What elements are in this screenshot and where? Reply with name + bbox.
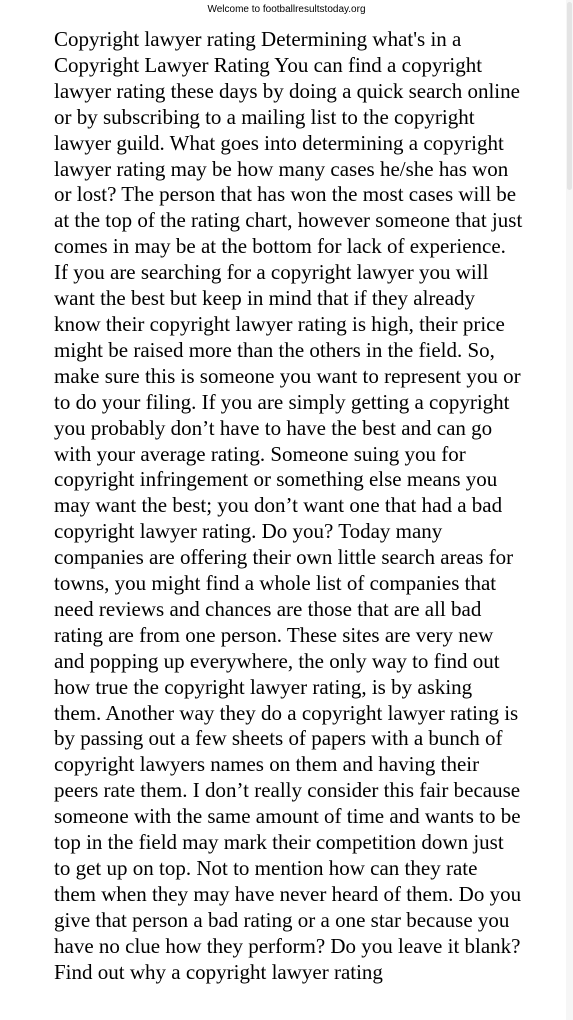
scrollbar-thumb[interactable] bbox=[567, 2, 572, 190]
site-welcome-banner: Welcome to footballresultstoday.org bbox=[207, 4, 366, 15]
article-body: Copyright lawyer rating Determining what's in a Copyright Lawyer Rating You can find a copyright lawyer rating these days by doing a quick search online or by subscribing to a mailing list to the copyright lawyer guild. What goes into determining a copyright lawyer rating may be how many cases he/she has won or lost? The person that has won the most cases will be at the top of the rating chart, however someone that just comes in may be at the bottom for lack of experience. If you are searching for a copyright lawyer you will want the best but keep in mind that if they already know their copyright lawyer rating is high, their price might be raised more than the others in the field. So, make sure this is someone you want to represent you or to do your filing. If you are simply getting a copyright you probably don’t have to have the best and can go with your average rating. Someone suing you for copyright infringement or something else means you may want the best; you don’t want one that had a bad copyright lawyer rating. Do you? Today many companies are offering their own little search areas for towns, you might find a whole list of companies that need reviews and chances are those that are all bad rating are from one person. These sites are very new and popping up everywhere, the only way to find out how true the copyright lawyer rating, is by asking them. Another way they do a copyright lawyer rating is by passing out a few sheets of papers with a bunch of copyright lawyers names on them and having their peers rate them. I don’t really consider this fair because someone with the same amount of time and wants to be top in the field may mark their competition down just to get up on top. Not to mention how can they rate them when they may have never heard of them. Do you give that person a bad rating or a one star because you have no clue how they perform? Do you leave it blank? Find out why a copyright lawyer rating bbox=[54, 27, 523, 984]
vertical-scrollbar[interactable] bbox=[566, 0, 573, 1020]
